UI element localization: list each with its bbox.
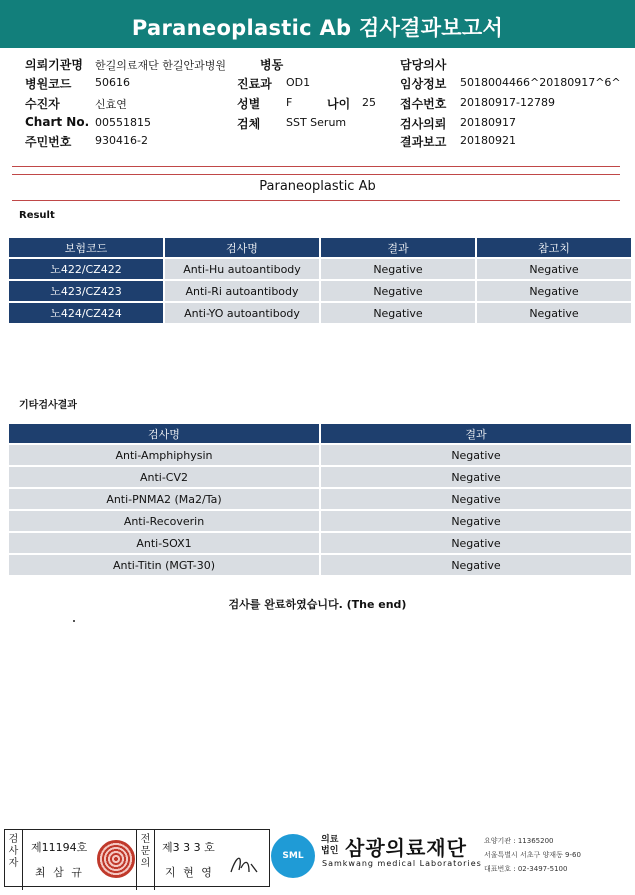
- table-row: [9, 533, 631, 553]
- hospital-code-label: 병원코드: [25, 77, 72, 91]
- signature-box: [4, 829, 270, 887]
- section-title: Paraneoplastic Ab: [259, 179, 376, 194]
- receipt-no-label: 접수번호: [400, 97, 447, 111]
- insurance-code-cell: 노423/CZ423: [9, 281, 163, 301]
- divider-top: [12, 166, 620, 167]
- test-name-cell: Anti-CV2: [9, 467, 319, 487]
- header-result: 결과: [321, 238, 475, 257]
- test-name-cell: Anti-Recoverin: [9, 511, 319, 531]
- age-label: 나이: [327, 97, 351, 111]
- signature-icon: [227, 850, 263, 878]
- header-reference: 참고치: [477, 238, 631, 257]
- report-title: Paraneoplastic Ab 검사결과보고서: [0, 0, 635, 48]
- report-date-value: 20180921: [460, 134, 516, 147]
- table-row: [9, 555, 631, 575]
- header-other-test-name: 검사명: [9, 424, 319, 443]
- test-name-cell: Anti-SOX1: [9, 533, 319, 553]
- doctor-label: 담당의사: [400, 58, 447, 72]
- foundation-english-name: Samkwang medical Laboratories: [322, 859, 482, 868]
- test-name-cell: Anti-Titin (MGT-30): [9, 555, 319, 575]
- test-name-cell: Anti-Ri autoantibody: [165, 281, 319, 301]
- reference-cell: Negative: [477, 259, 631, 279]
- ward-label: 병동: [260, 58, 284, 72]
- department-label: 진료과: [237, 77, 272, 91]
- result-cell: Negative: [321, 259, 475, 279]
- chart-no-label: Chart No.: [25, 115, 90, 129]
- result-label: Result: [19, 210, 55, 221]
- table-row: [9, 445, 631, 465]
- header-other-result: 결과: [321, 424, 631, 443]
- specialist-license: 제3 3 3 호: [162, 841, 215, 854]
- table-row: [9, 281, 631, 301]
- specimen-label: 검체: [237, 117, 261, 131]
- specialist-label: 전문의: [136, 830, 155, 890]
- resident-no-label: 주민번호: [25, 135, 72, 149]
- hospital-code-value: 50616: [95, 76, 130, 89]
- logo-type-label: [321, 835, 338, 857]
- table-row: [9, 259, 631, 279]
- main-result-table: [7, 236, 633, 325]
- request-date-value: 20180917: [460, 116, 516, 129]
- chart-no-value: 00551815: [95, 116, 151, 129]
- department-value: OD1: [286, 76, 311, 89]
- address: 서울특별시 서초구 양재동 9-60: [484, 851, 581, 859]
- specialist-name: 지 현 영: [165, 866, 214, 879]
- clinical-info-label: 임상정보: [400, 77, 447, 91]
- result-cell: Negative: [321, 489, 631, 509]
- footer: [0, 826, 635, 895]
- test-name-cell: Anti-YO autoantibody: [165, 303, 319, 323]
- logo-type-line-1: 의료: [321, 835, 339, 845]
- other-result-table: [7, 422, 633, 577]
- report-date-label: 결과보고: [400, 135, 447, 149]
- other-table-header-row: [9, 424, 631, 443]
- clinical-info-value: 5018004466^20180917^6^: [460, 76, 621, 89]
- table-row: [9, 303, 631, 323]
- insurance-code-cell: 노424/CZ424: [9, 303, 163, 323]
- result-cell: Negative: [321, 281, 475, 301]
- phone: 대표번호 : 02-3497-5100: [484, 865, 568, 873]
- insurance-code-cell: 노422/CZ422: [9, 259, 163, 279]
- inspector-label: 검사자: [5, 830, 23, 890]
- seal-stamp-icon: [97, 840, 135, 878]
- main-table-header-row: [9, 238, 631, 257]
- inspector-name: 최 삼 규: [35, 866, 84, 879]
- table-row: [9, 467, 631, 487]
- test-name-cell: Anti-Amphiphysin: [9, 445, 319, 465]
- sex-value: F: [286, 96, 293, 109]
- reference-cell: Negative: [477, 303, 631, 323]
- request-date-label: 검사의뢰: [400, 117, 447, 131]
- reference-cell: Negative: [477, 281, 631, 301]
- speck: [73, 620, 75, 622]
- result-cell: Negative: [321, 467, 631, 487]
- result-cell: Negative: [321, 303, 475, 323]
- header-test-name: 검사명: [165, 238, 319, 257]
- patient-value: 신효연: [95, 98, 127, 111]
- institution-code: 요양기관 : 11365200: [484, 837, 554, 845]
- result-cell: Negative: [321, 555, 631, 575]
- resident-no-value: 930416-2: [95, 134, 148, 147]
- logo-type-line-2: 법인: [321, 846, 339, 856]
- header-insurance-code: 보험코드: [9, 238, 163, 257]
- foundation-name: 삼광의료재단: [345, 836, 467, 860]
- sex-label: 성별: [237, 97, 261, 111]
- receipt-no-value: 20180917-12789: [460, 96, 555, 109]
- institution-value: 한길의료재단 한길안과병원: [95, 59, 227, 72]
- inspector-license: 제11194호: [31, 841, 88, 854]
- divider-section: [12, 200, 620, 201]
- end-note: 검사를 완료하였습니다. (The end): [228, 598, 407, 611]
- table-row: [9, 489, 631, 509]
- patient-label: 수진자: [25, 97, 60, 111]
- result-cell: Negative: [321, 511, 631, 531]
- divider-top-2: [12, 174, 620, 175]
- other-tests-label: 기타검사결과: [19, 400, 77, 411]
- result-cell: Negative: [321, 445, 631, 465]
- result-cell: Negative: [321, 533, 631, 553]
- test-name-cell: Anti-PNMA2 (Ma2/Ta): [9, 489, 319, 509]
- institution-label: 의뢰기관명: [25, 58, 83, 72]
- age-value: 25: [362, 96, 376, 109]
- specimen-value: SST Serum: [286, 116, 347, 129]
- test-name-cell: Anti-Hu autoantibody: [165, 259, 319, 279]
- sml-logo-icon: SML: [271, 834, 315, 878]
- table-row: [9, 511, 631, 531]
